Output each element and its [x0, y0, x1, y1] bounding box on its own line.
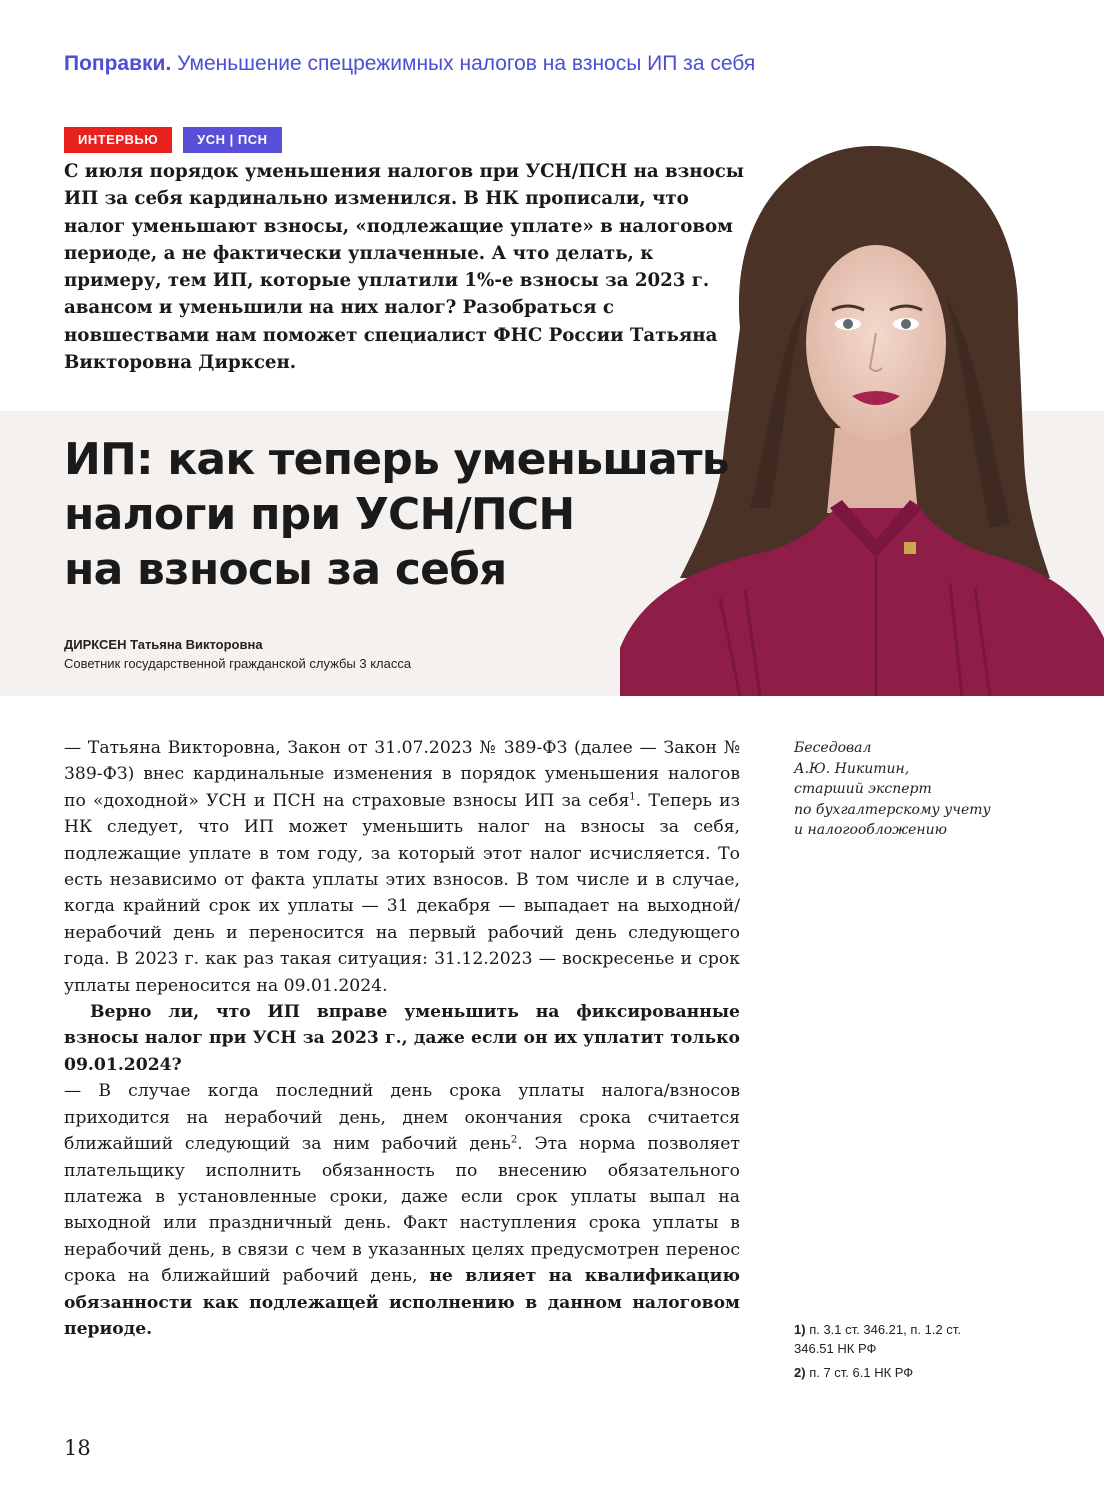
tag-interview[interactable]: ИНТЕРВЬЮ: [64, 127, 172, 153]
credit-line: Беседовал: [794, 740, 872, 756]
title-line: ИП: как теперь уменьшать: [64, 434, 729, 485]
p1-part-b: . Теперь из НК следует, что ИП может уменьшить налог на взносы за себя, подлежащие уплате в том году, за который этот налог исчисляется. То есть независимо от факта уплаты этих взносов. В том числе и в случае, когда крайний срок их уплаты — 31 декабря — выпадает на выходной/нерабочий день и переносится на первый рабочий день следующего года. В 2023 г. как раз такая ситуация: 31.12.2023 — воскресенье и срок уплаты переносится на 09.01.2024.: [64, 790, 741, 996]
p2-part-b: . Эта норма позволяет плательщику исполнить обязанность по внесению обязательного платежа в установленные сроки, даже если срок уплаты выпал на выходной или праздничный день. Факт наступления срока уплаты в нерабочий день, в связи с чем в указанных целях предусмотрен перенос срока на ближайший рабочий день,: [64, 1134, 740, 1287]
footnotes: [794, 1320, 994, 1387]
running-head-section: Поправки.: [64, 52, 172, 75]
credit-line: А.Ю. Никитин,: [794, 760, 910, 777]
footnote-ref-2[interactable]: 2: [510, 1134, 518, 1146]
p1-part-a: — Татьяна Викторовна, Закон от 31.07.2023 № 389-ФЗ (далее — Закон № 389-ФЗ) внес кардинальные изменения в порядок уменьшения налогов по «доходной» УСН и ПСН на страховые взносы ИП за себя: [64, 738, 740, 811]
running-head-topic: Уменьшение спецрежимных налогов на взносы ИП за себя: [177, 52, 756, 75]
article-title: [64, 432, 784, 597]
title-line: на взносы за себя: [64, 544, 507, 595]
footnote-number: 1): [794, 1322, 806, 1337]
face: [806, 245, 946, 441]
lead-paragraph: С июля порядок уменьшения налогов при УСН/ПСН на взносы ИП за себя кардинально изменился. В НК прописали, что налог уменьшают взносы, «подлежащие уплате» в налоговом периоде, а не фактически уплаченные. А что делать, к примеру, тем ИП, которые уплатили 1%-е взносы за 2023 г. авансом и уменьшили на них налог? Разобраться с новшествами нам поможет специалист ФНС России Татьяна Викторовна Дирксен.: [64, 161, 745, 374]
footnote-2: [794, 1363, 994, 1382]
p2-emphasis: не влияет на квалификацию обязанности как подлежащей исполнению в данном налоговом периоде.: [64, 1266, 740, 1339]
author-name: ДИРКСЕН Татьяна Викторовна: [64, 637, 263, 652]
footnote-ref-1[interactable]: 1: [629, 791, 636, 803]
title-line: налоги при УСН/ПСН: [64, 489, 575, 540]
page-number: 18: [64, 1436, 91, 1460]
interviewer-credit: [794, 738, 1054, 841]
author-role: Советник государственной гражданской службы 3 класса: [64, 656, 412, 671]
interview-question: Верно ли, что ИП вправе уменьшить на фиксированные взносы налог при УСН за 2023 г., даже если он их уплатит только 09.01.2024?: [64, 1002, 740, 1075]
footnote-text: п. 3.1 ст. 346.21, п. 1.2 ст. 346.51 НК РФ: [794, 1322, 961, 1356]
footnote-1: [794, 1320, 994, 1358]
credit-line: по бухгалтерскому учету: [794, 801, 991, 818]
footnote-number: 2): [794, 1365, 806, 1380]
credit-line: старший эксперт: [794, 781, 932, 797]
tag-usn-psn[interactable]: УСН | ПСН: [183, 127, 281, 153]
body-paragraph-1: [64, 735, 740, 999]
credit-line: и налогообложению: [794, 822, 947, 838]
p2-part-a: — В случае когда последний день срока уплаты налога/взносов приходится на нерабочий день, днем окончания срока считается ближайший следующий за ним рабочий день: [64, 1081, 740, 1155]
collar-button: [904, 542, 916, 554]
article-body: [64, 735, 740, 1342]
footnote-text: п. 7 ст. 6.1 НК РФ: [809, 1365, 914, 1380]
running-head: [64, 52, 755, 76]
tag-list: [64, 127, 282, 153]
body-paragraph-2: [64, 1078, 740, 1342]
interviewee-portrait: [620, 128, 1104, 696]
